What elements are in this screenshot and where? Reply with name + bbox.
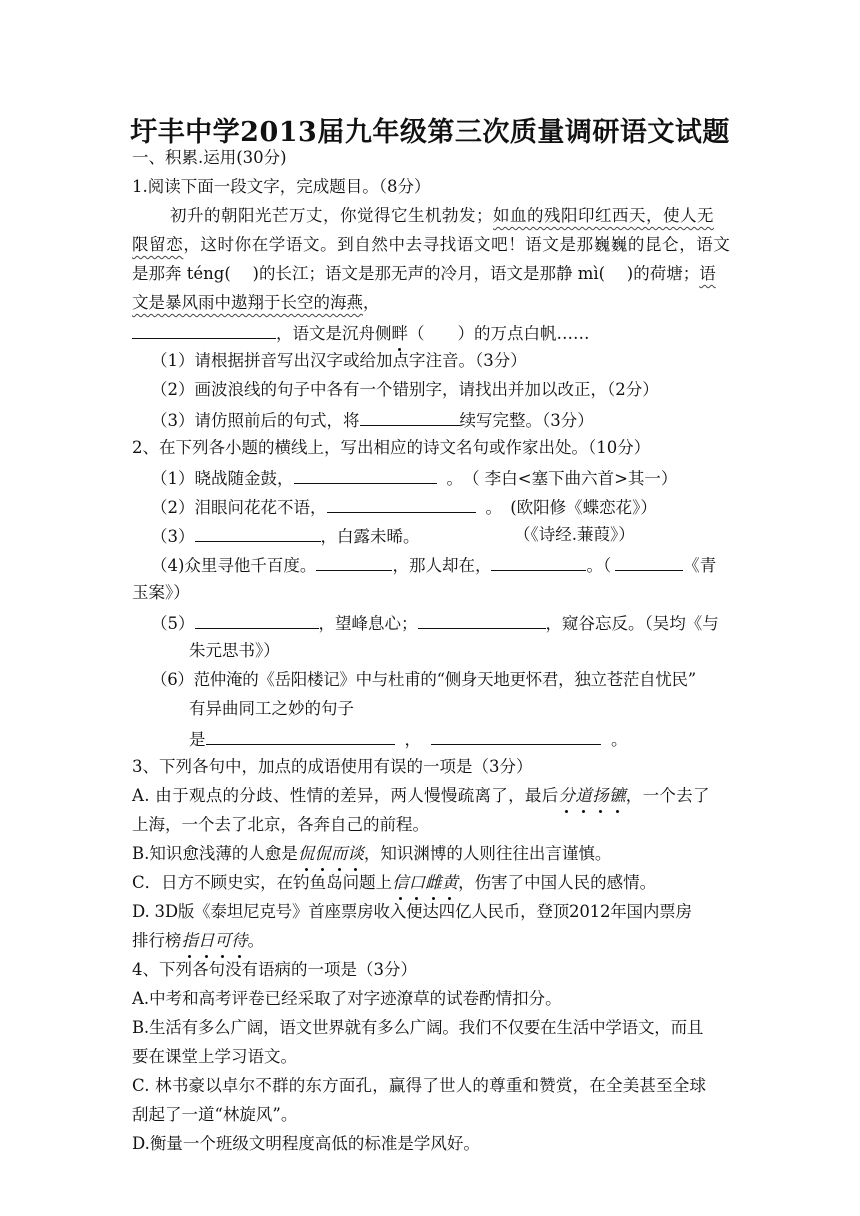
dotted-char: 谈 <box>347 842 364 866</box>
option-a: A. 由于观点的分歧、性情的差异，两人慢慢疏离了，最后分道扬镳，一个去了 <box>132 784 710 808</box>
answer-blank[interactable] <box>132 320 276 339</box>
q1-sub1: （1）请根据拼音写出汉字或给加点字注音。（3分） <box>151 351 527 370</box>
q2-item: （3） ，白露未晞。 <box>151 523 420 549</box>
dotted-char: 指 <box>182 929 199 953</box>
dotted-idiom <box>559 786 626 805</box>
dotted-char: 可 <box>215 929 232 953</box>
q2-source: （《诗经.蒹葭》） <box>514 525 635 544</box>
q2-item: （6）范仲淹的《岳阳楼记》中与杜甫的“侧身天地更怀君，独立苍茫自忧民” <box>151 670 696 689</box>
dotted-char: 日 <box>198 929 215 953</box>
wavy-sentence: 限留恋 <box>132 235 184 254</box>
dotted-char: 畔 <box>392 322 409 346</box>
answer-blank[interactable] <box>294 465 437 484</box>
wavy-sentence: 语 <box>699 264 716 283</box>
dotted-char: 扬 <box>592 784 609 808</box>
option-d: D. 3D版《泰坦尼克号》首座票房收入便达四亿人民币，登顶2012年国内票房 <box>132 902 692 921</box>
answer-blank[interactable] <box>206 726 395 745</box>
q1-passage-line: 初升的朝阳光芒万丈，你觉得它生机勃发；如血的残阳印红西天，使人无 <box>170 206 714 225</box>
answer-blank[interactable] <box>418 610 546 629</box>
q4-header: 4、下列各句没有语病的一项是（3分） <box>132 960 417 979</box>
q1-header: 1.阅读下面一段文字，完成题目。（8分） <box>132 177 431 196</box>
answer-blank[interactable] <box>360 407 460 426</box>
option-c: C. 林书豪以卓尔不群的东方面孔，赢得了世人的尊重和赞赏，在全美甚至全球 <box>132 1076 707 1095</box>
q1-passage-line: 是那奔 téng( )的长江；语文是那无声的冷月，语文是那静 mì( )的荷塘；语 <box>132 264 716 283</box>
option-d-cont: 排行榜指日可待。 <box>132 929 264 953</box>
dotted-idiom <box>298 844 364 863</box>
q1-passage-line: 文是暴风雨中遨翔于长空的海燕， <box>132 293 380 312</box>
dotted-char: 道 <box>575 784 592 808</box>
page-title: 圩丰中学2013届九年级第三次质量调研语文试题 <box>130 117 730 148</box>
dotted-idiom <box>392 873 458 892</box>
q2-item-cont: 朱元思书》） <box>189 641 280 660</box>
dotted-char: 口 <box>409 871 426 895</box>
dotted-char: 侃 <box>298 842 315 866</box>
q2-item-cont: 玉案》） <box>132 583 190 602</box>
answer-blank[interactable] <box>195 610 319 629</box>
q2-item-cont: 是 ， 。 <box>189 726 628 752</box>
option-c-cont: 刮起了一道“林旋风”。 <box>132 1105 298 1124</box>
wavy-sentence: 如血的残阳印红西天，使人无 <box>493 206 714 225</box>
dotted-char: 信 <box>392 871 409 895</box>
q2-item-cont: 有异曲同工之妙的句子 <box>189 699 354 718</box>
answer-blank[interactable] <box>491 552 586 571</box>
section-heading: 一、积累.运用(30分) <box>132 148 287 167</box>
answer-blank[interactable] <box>316 552 392 571</box>
option-b: B.生活有多么广阔，语文世界就有多么广阔。我们不仅要在生活中学语文，而且 <box>132 1018 704 1037</box>
wavy-sentence: 文是暴风雨中遨翔于长空的海燕 <box>132 293 363 312</box>
answer-blank[interactable] <box>431 726 601 745</box>
dotted-char: 分 <box>559 784 576 808</box>
answer-blank[interactable] <box>195 523 321 542</box>
q2-item: （2）泪眼问花花不语， 。 (欧阳修《蝶恋花》） <box>151 494 657 520</box>
q1-passage-line: ，语文是沉舟侧畔（ ）的万点白帆…… <box>132 320 590 346</box>
dotted-char: 镳 <box>609 784 626 808</box>
q1-passage-line: 限留恋，这时你在学语文。到自然中去寻找语文吧！语文是那巍巍的昆仑，语文 <box>132 235 731 254</box>
option-b-cont: 要在课堂上学习语文。 <box>132 1047 297 1066</box>
q1-sub3: （3）请仿照前后的句式，将 续写完整。（3分） <box>151 407 594 433</box>
dotted-char: 侃 <box>314 842 331 866</box>
q2-header: 2、在下列各小题的横线上，写出相应的诗文名句或作家出处。（10分） <box>132 438 651 457</box>
option-a: A.中考和高考评卷已经采取了对字迹潦草的试卷酌情扣分。 <box>132 989 562 1008</box>
answer-blank[interactable] <box>327 494 476 513</box>
answer-blank[interactable] <box>615 552 683 571</box>
q3-header: 3、下列各句中，加点的成语使用有误的一项是（3分） <box>132 757 533 776</box>
option-d: D.衡量一个班级文明程度高低的标准是学风好。 <box>132 1134 480 1153</box>
q2-item: （1）晓战随金鼓， 。 （ 李白<塞下曲六首>其一） <box>151 465 677 491</box>
dotted-idiom <box>182 931 248 950</box>
q2-item: （5） ，望峰息心； ，窥谷忘反。（吴均《与 <box>151 610 719 636</box>
option-a-cont: 上海，一个去了北京，各奔自己的前程。 <box>132 815 429 834</box>
option-c: C．日方不顾史实，在钓鱼岛问题上信口雌黄，伤害了中国人民的感情。 <box>132 871 656 895</box>
dotted-char: 雌 <box>425 871 442 895</box>
dotted-char: 而 <box>331 842 348 866</box>
option-b: B.知识愈浅薄的人愈是侃侃而谈，知识渊博的人则往往出言谨慎。 <box>132 842 611 866</box>
q2-item: （4)众里寻他千百度。 ，那人却在， 。（ 《青 <box>151 552 716 578</box>
dotted-char: 待 <box>231 929 248 953</box>
dotted-char: 黄 <box>442 871 459 895</box>
q1-sub2: （2）画波浪线的句子中各有一个错别字，请找出并加以改正，（2分） <box>151 380 659 399</box>
